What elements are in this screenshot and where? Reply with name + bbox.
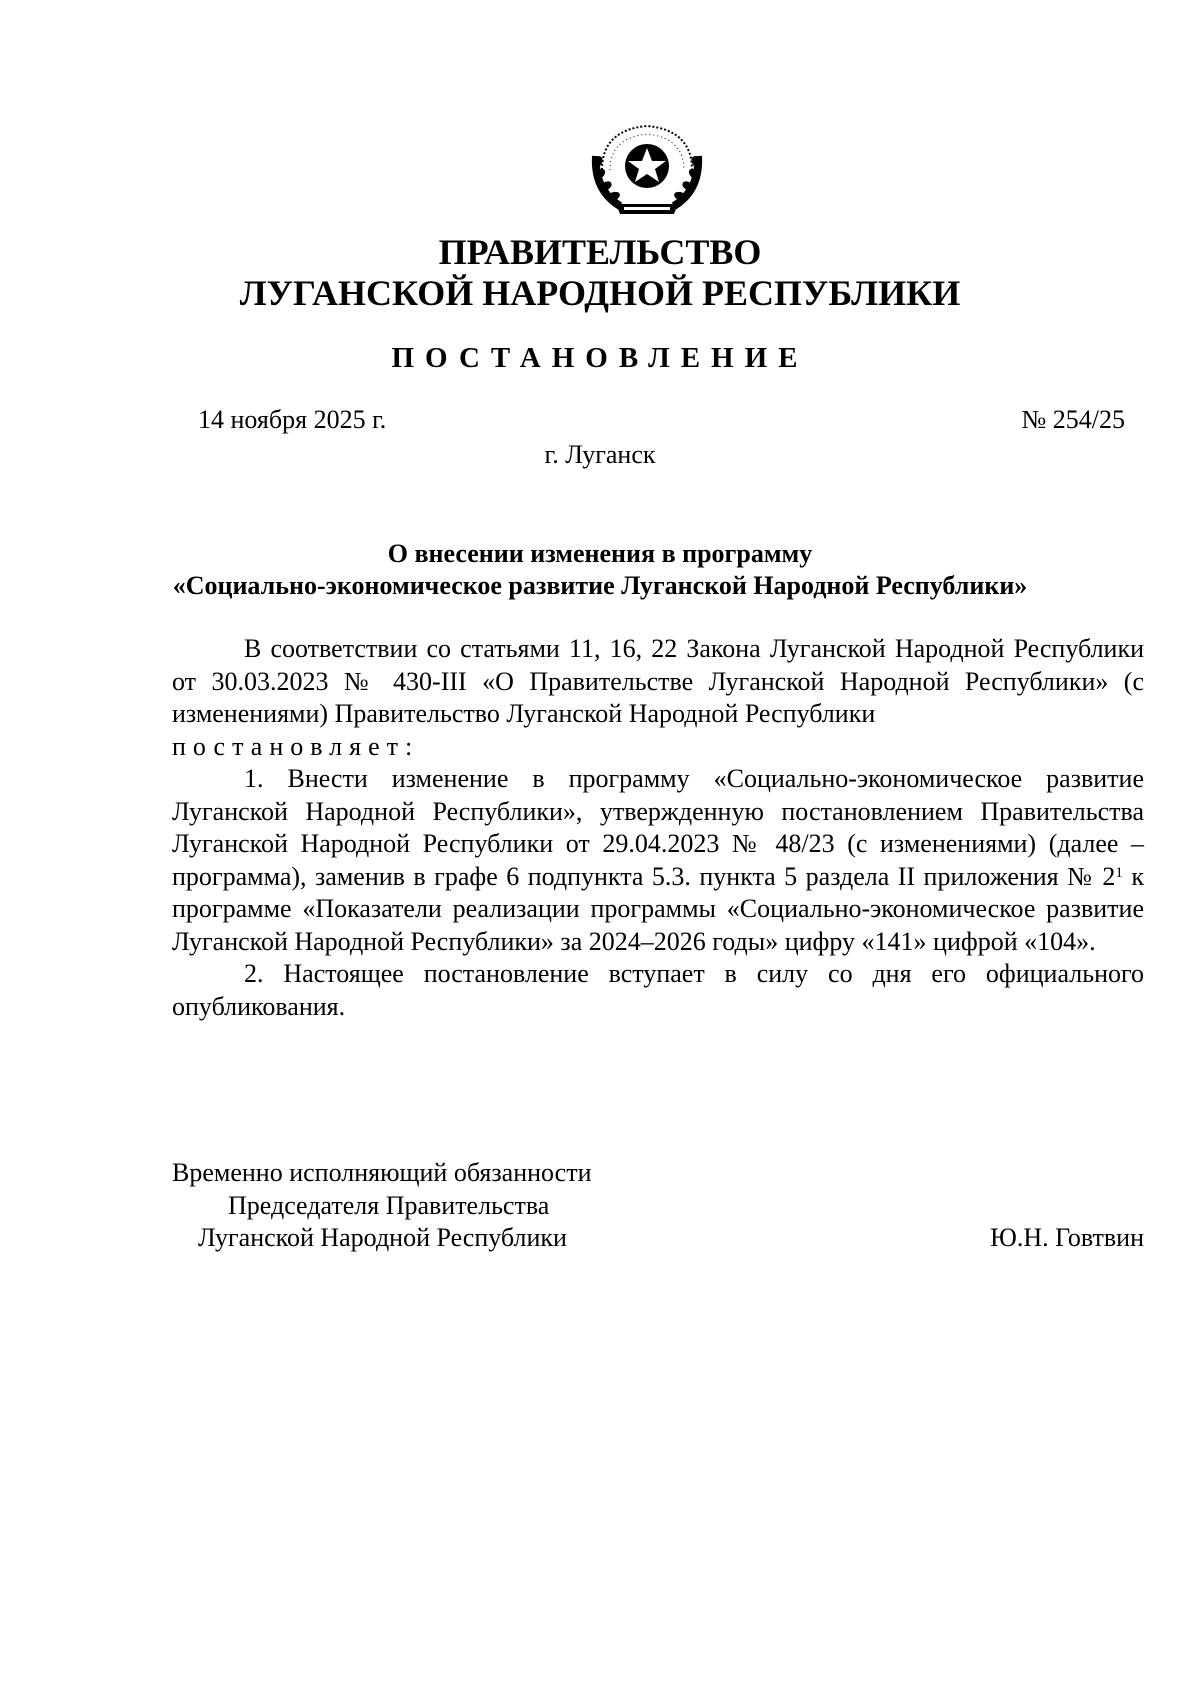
item-2-text: 2. Настоящее постановление вступает в силу со дня его официального опубликования. — [172, 959, 1144, 1021]
subject-line2: «Социально-экономическое развитие Луганской Народной Республики» — [172, 571, 1028, 600]
document-city: г. Луганск — [544, 440, 656, 469]
subject-line1: О внесении изменения в программу — [387, 539, 813, 568]
item-2-paragraph — [172, 958, 1144, 1023]
document-number: № 254/25 — [1021, 405, 1125, 434]
signatory-title-line3: Луганской Народной Республики — [198, 1223, 567, 1252]
document-date: 14 ноября 2025 г. — [198, 405, 387, 434]
signatory-title-line2: Председателя Правительства — [228, 1191, 550, 1220]
preamble-text: В соответствии со статьями 11, 16, 22 Закона Луганской Народной Республики от 30.03.2023 № 430-III «О Правительстве Луганской Народной Республики» (с изменениями) Правительство Луганской Народной Республики — [172, 634, 1144, 728]
item-1-superscript: 1 — [1115, 864, 1123, 881]
signatory-title-line1: Временно исполняющий обязанности — [172, 1158, 592, 1187]
item-1-text: 1. Внести изменение в программу «Социально-экономическое развитие Луганской Народной Республики», утвержденную постановлением Правительства Луганской Народной Республики от 29.04.2023 № 48/23 (с изменениями) (далее – программа), заменив в графе 6 подпункта 5.3. пункта 5 раздела II приложения № 2 — [172, 764, 1144, 891]
item-1-paragraph — [172, 763, 1144, 958]
signatory-name: Ю.Н. Говтвин — [990, 1223, 1144, 1252]
government-title-line2: ЛУГАНСКОЙ НАРОДНОЙ РЕСПУБЛИКИ — [239, 273, 961, 313]
item-1-text-continued: к программе «Показатели реализации программы «Социально-экономическое развитие Луганской Народной Республики» за 2024–2026 годы» цифру «141» цифрой «104». — [172, 861, 1144, 956]
resolves-word: постановляет: — [172, 731, 420, 761]
resolves-paragraph — [172, 731, 1144, 764]
document-body — [172, 633, 1144, 1023]
lpr-coat-of-arms-icon — [580, 118, 714, 218]
preamble-paragraph — [172, 633, 1144, 731]
document-type-title: ПОСТАНОВЛЕНИЕ — [391, 342, 809, 374]
government-title-line1: ПРАВИТЕЛЬСТВО — [438, 232, 762, 272]
